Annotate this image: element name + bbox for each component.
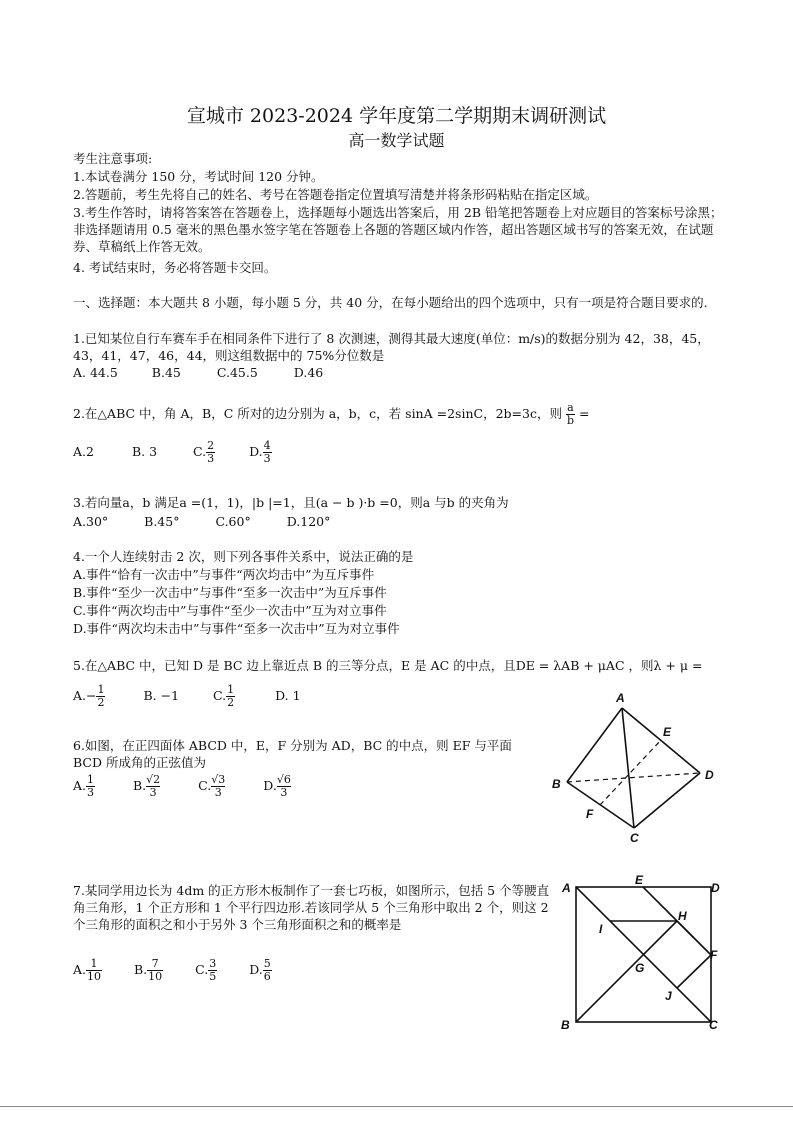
q2-option-b: B. 3 (131, 444, 158, 459)
q4-stem: 4.一个人连续射击 2 次，则下列各事件关系中，说法正确的是 (73, 549, 414, 564)
q2-option-a: A.2 (73, 444, 94, 459)
q6-a-num: 1 (87, 773, 95, 786)
label-d: D (705, 768, 714, 782)
q6-option-b (133, 773, 161, 799)
q2-option-c (193, 439, 215, 465)
line-b-h (576, 921, 677, 1022)
q2-frac-den: b (566, 414, 574, 427)
q5-option-b: B. −1 (143, 688, 180, 703)
label-i: I (599, 922, 603, 936)
exam-subtitle: 高一数学试题 (348, 131, 445, 150)
edge-bd-hidden (567, 773, 700, 782)
q2-stem (73, 402, 589, 427)
label-g: G (635, 961, 645, 975)
q5-option-d: D. 1 (275, 688, 301, 703)
q3-option-c: C.60° (215, 514, 251, 529)
q2-c-num: 2 (207, 439, 215, 452)
label-c: C (709, 1018, 718, 1032)
label-a: A (616, 691, 625, 705)
q1-stem: 1.已知某位自行车赛车手在相同条件下进行了 8 次测速，测得其最大速度(单位：m/s)的数据分别为 42，38，45，43，41，47，46，44，则这组数据中的 75%分位数是 (73, 331, 710, 363)
label-j: J (665, 989, 672, 1003)
notes-item-3: 3.考生作答时，请将答案答在答题卷上，选择题每小题选出答案后，用 2B 铅笔把答题卷上对应题目的答案标号涂黑；非选择题请用 0.5 毫米的黑色墨水签字笔在答题卷上各题的答题区域内作答，超出答题区域书写的答案无效，在试题券、草稿纸上作答无效。 (73, 205, 723, 254)
q4-option-b: B.事件“至少一次击中”与事件“至多一次击中”为互斥事件 (73, 585, 387, 600)
q2-frac-num: a (567, 401, 574, 414)
q6-option-a (73, 773, 95, 799)
label-a: A (562, 881, 571, 895)
q5-a-num: 1 (97, 683, 105, 696)
notes-heading: 考生注意事项: (73, 151, 153, 166)
q6-d-den: 3 (277, 786, 291, 799)
q6-option-c (198, 773, 226, 799)
q7-b-den: 10 (148, 970, 163, 983)
q6-option-d (263, 773, 291, 799)
q1-options (73, 364, 323, 381)
edge-ad (622, 708, 700, 773)
q2-option-d (249, 439, 272, 465)
label-b: B (561, 1018, 570, 1032)
q3-options (73, 513, 330, 530)
q5-options (73, 684, 301, 709)
q6-options (73, 774, 291, 799)
page-bottom-rule (0, 1106, 793, 1107)
q5-a-den: 2 (97, 696, 105, 709)
q5-c-den: 2 (227, 696, 235, 709)
q6-option-a-label: A. (73, 778, 87, 793)
label-h: H (678, 909, 687, 923)
q2-option-c-label: C. (193, 444, 207, 459)
q6-stem: 6.如图，在正四面体 ABCD 中，E，F 分别为 AD，BC 的中点，则 EF 与平面 BCD 所成角的正弦值为 (73, 738, 512, 770)
q7-c-den: 5 (209, 970, 217, 983)
q5-option-a-label: A.− (73, 688, 97, 703)
q4-option-d: D.事件“两次均未击中”与事件“至多一次击中”互为对立事件 (73, 621, 400, 636)
q4-option-a: A.事件“恰有一次击中”与事件“两次均击中”为互斥事件 (73, 567, 375, 582)
q6-option-b-label: B. (133, 778, 147, 793)
q7-option-b-label: B. (134, 962, 148, 977)
q1-option-b: B.45 (151, 365, 181, 380)
edge-ac (622, 708, 634, 828)
q7-option-a-label: A. (73, 962, 87, 977)
q6-b-den: 3 (146, 786, 160, 799)
q2-option-d-label: D. (249, 444, 263, 459)
edge-ab (567, 708, 622, 782)
q6-a-den: 3 (87, 786, 95, 799)
notes-item-4: 4. 考试结束时，务必将答题卡交回。 (73, 260, 277, 275)
q6-b-num: √2 (146, 773, 161, 786)
tangram-figure (555, 873, 735, 1035)
line-h-mid (677, 921, 694, 938)
q7-a-num: 1 (90, 957, 98, 970)
label-b: B (552, 777, 561, 791)
q2-stem-end: = (578, 406, 590, 421)
q7-d-den: 6 (263, 970, 271, 983)
q5-option-a (73, 683, 105, 709)
label-e: E (663, 725, 672, 739)
q7-c-num: 3 (209, 957, 217, 970)
q7-d-num: 5 (263, 957, 271, 970)
notes-item-1: 1.本试卷满分 150 分，考试时间 120 分钟。 (73, 169, 324, 184)
edge-cd (634, 773, 700, 828)
label-e: E (635, 873, 644, 887)
q6-option-d-label: D. (263, 778, 277, 793)
exam-title: 宣城市 2023-2024 学年度第二学期期末调研测试 (186, 105, 607, 127)
q5-option-c (213, 683, 235, 709)
line-f-j (677, 955, 711, 988)
tetrahedron-figure (540, 685, 730, 850)
q7-a-den: 10 (87, 970, 102, 983)
q7-option-d (249, 957, 272, 983)
label-c: C (630, 831, 639, 845)
q6-d-num: √6 (276, 773, 291, 786)
q7-option-d-label: D. (249, 962, 263, 977)
q3-option-d: D.120° (286, 514, 331, 529)
section1-header: 一、选择题：本大题共 8 小题，每小题 5 分，共 40 分，在每小题给出的四个选项中，只有一项是符合题目要求的. (73, 295, 708, 310)
q1-option-c: C.45.5 (216, 365, 258, 380)
q7-option-c (195, 957, 217, 983)
label-d: D (711, 881, 720, 895)
q1-option-a: A. 44.5 (73, 365, 118, 380)
q4-option-c: C.事件“两次均击中”与事件“至少一次击中”互为对立事件 (73, 603, 387, 618)
q2-fraction (566, 402, 575, 427)
q6-c-num: √3 (211, 773, 226, 786)
q6-c-den: 3 (211, 786, 225, 799)
q5-c-num: 1 (227, 683, 235, 696)
q3-stem: 3.若向量a，b 满足a =(1，1)，|b |=1，且(a − b )·b =0，则a 与b 的夹角为 (73, 495, 509, 510)
q5-stem: 5.在△ABC 中，已知 D 是 BC 边上靠近点 B 的三等分点，E 是 AC 的中点，且DE = λAB + μAC ，则λ + μ = (73, 658, 703, 673)
q7-option-b (134, 957, 163, 983)
q7-options (73, 958, 272, 983)
q2-options (73, 440, 272, 465)
q1-option-d: D.46 (293, 365, 324, 380)
q2-c-den: 3 (207, 452, 215, 465)
q3-option-b: B.45° (144, 514, 180, 529)
q2-d-den: 3 (263, 452, 271, 465)
label-f: F (710, 948, 718, 962)
q7-option-c-label: C. (195, 962, 209, 977)
q3-option-a: A.30° (73, 514, 109, 529)
q2-stem-text: 2.在△ABC 中，角 A，B，C 所对的边分别为 a，b，c，若 sinA =2sinC，2b=3c，则 (73, 406, 562, 421)
q7-option-a (73, 957, 102, 983)
label-f: F (586, 807, 594, 821)
q6-option-c-label: C. (198, 778, 212, 793)
notes-item-2: 2.答题前，考生先将自己的姓名、考号在答题卷指定位置填写清楚并将条形码粘贴在指定区域。 (73, 187, 598, 202)
q7-stem: 7.某同学用边长为 4dm 的正方形木板制作了一套七巧板，如图所示，包括 5 个等腰直角三角形，1 个正方形和 1 个平行四边形.若该同学从 5 个三角形中取出 2 个，则这 2 个三角形的面积之和小于另外 3 个三角形面积之和的概率是 (73, 883, 550, 932)
q2-d-num: 4 (263, 439, 271, 452)
q7-b-num: 7 (151, 957, 159, 970)
q5-option-c-label: C. (213, 688, 227, 703)
